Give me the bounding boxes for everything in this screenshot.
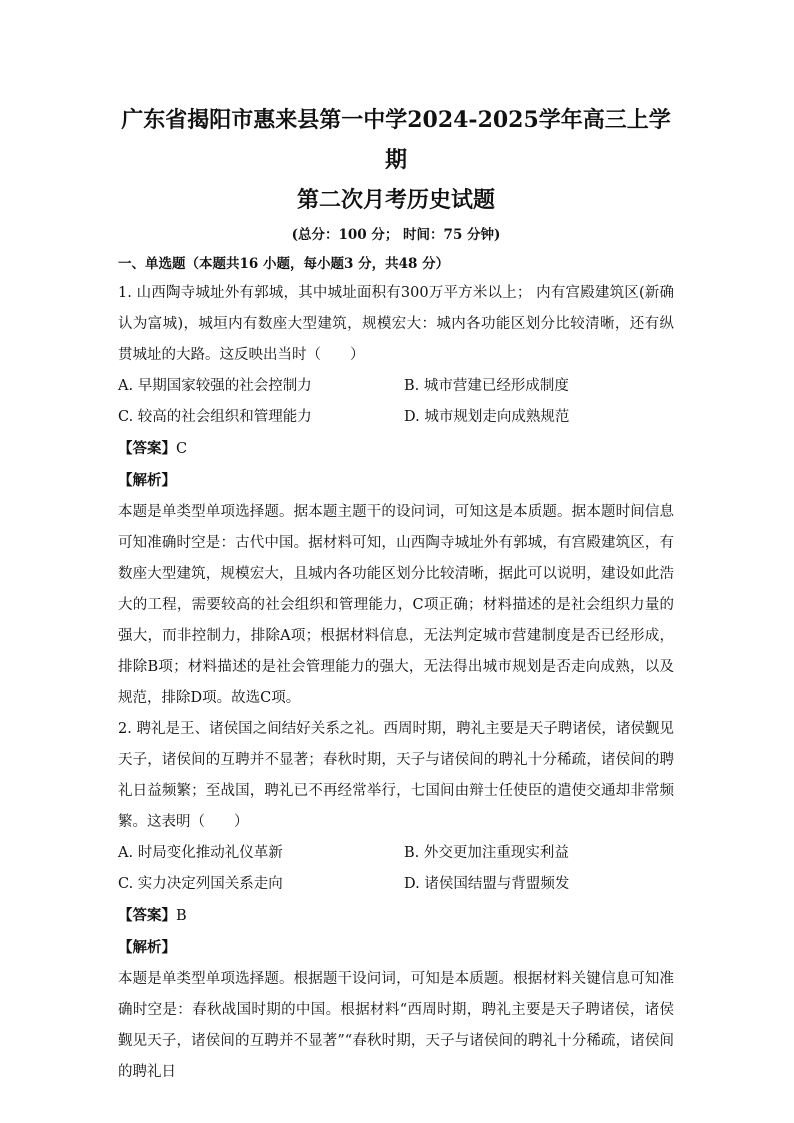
analysis-label: 【解析】: [118, 472, 176, 489]
option-a: A. 早期国家较强的社会控制力: [118, 378, 312, 394]
exam-meta: (总分：100 分； 时间：75 分钟): [291, 227, 501, 243]
option-c: C. 实力决定列国关系走向: [118, 876, 283, 892]
option-d: D. 诸侯国结盟与背盟频发: [404, 876, 570, 892]
analysis-line: [118, 932, 674, 964]
question-1: [118, 278, 674, 714]
answer-label: 【答案】: [118, 907, 176, 924]
option-c: C. 较高的社会组织和管理能力: [118, 409, 312, 425]
question-2: [118, 714, 674, 1088]
option-grid: [118, 838, 674, 900]
answer-line: [118, 433, 674, 465]
answer-value: B: [176, 908, 187, 924]
document-title-line2: 第二次月考历史试题: [296, 187, 495, 213]
analysis-text: 本题是单类型单项选择题。根据题干设问词，可知是本质题。根据材料关键信息可知准确时空是：春秋战国时期的中国。根据材料“西周时期，聘礼主要是天子聘诸侯，诸侯觐见天子，诸侯间的互聘并不显著”“春秋时期，天子与诸侯间的聘礼十分稀疏，诸侯间的聘礼日: [118, 971, 674, 1080]
analysis-line: [118, 465, 674, 497]
option-b: B. 城市营建已经形成制度: [404, 378, 569, 394]
analysis-label: 【解析】: [118, 939, 176, 956]
analysis-text: 本题是单类型单项选择题。据本题主题干的设问词，可知这是本质题。据本题时间信息可知准确时空是：古代中国。据材料可知，山西陶寺城址外有郭城，有宫殿建筑区，有数座大型建筑，规模宏大，且城内各功能区划分比较清晰，据此可以说明，建设如此浩大的工程，需要较高的社会组织和管理能力，C项正确；材料描述的是社会组织力量的强大，而非控制力，排除A项；根据材料信息，无法判定城市营建制度是否已经形成，排除B项；材料描述的是社会管理能力的强大，无法得出城市规划是否走向成熟，以及规范，排除D项。故选C项。: [118, 504, 674, 706]
question-stem: 2. 聘礼是王、诸侯国之间结好关系之礼。西周时期，聘礼主要是天子聘诸侯，诸侯觐见天子，诸侯间的互聘并不显著；春秋时期，天子与诸侯间的聘礼十分稀疏，诸侯间的聘礼日益频繁；至战国，聘礼已不再经常举行，七国间由辩士任使臣的遣使交通却非常频繁。这表明（ ）: [118, 721, 674, 830]
option-a: A. 时局变化推动礼仪革新: [118, 845, 283, 861]
answer-value: C: [176, 441, 188, 457]
answer-label: 【答案】: [118, 440, 176, 457]
answer-line: [118, 900, 674, 932]
option-grid: [118, 371, 674, 433]
option-d: D. 城市规划走向成熟规范: [404, 409, 570, 425]
question-stem: 1. 山西陶寺城址外有郭城，其中城址面积有300万平方米以上； 内有宫殿建筑区(新确认为富城)，城垣内有数座大型建筑，规模宏大：城内各功能区划分比较清晰，还有纵贯城址的大路。这反映出当时（ ）: [118, 285, 674, 363]
document-title-line1: 广东省揭阳市惠来县第一中学2024-2025学年高三上学期: [121, 107, 671, 173]
option-b: B. 外交更加注重现实利益: [404, 845, 569, 861]
section-heading: 一、单选题（本题共16 小题，每小题3 分，共48 分）: [118, 256, 450, 272]
